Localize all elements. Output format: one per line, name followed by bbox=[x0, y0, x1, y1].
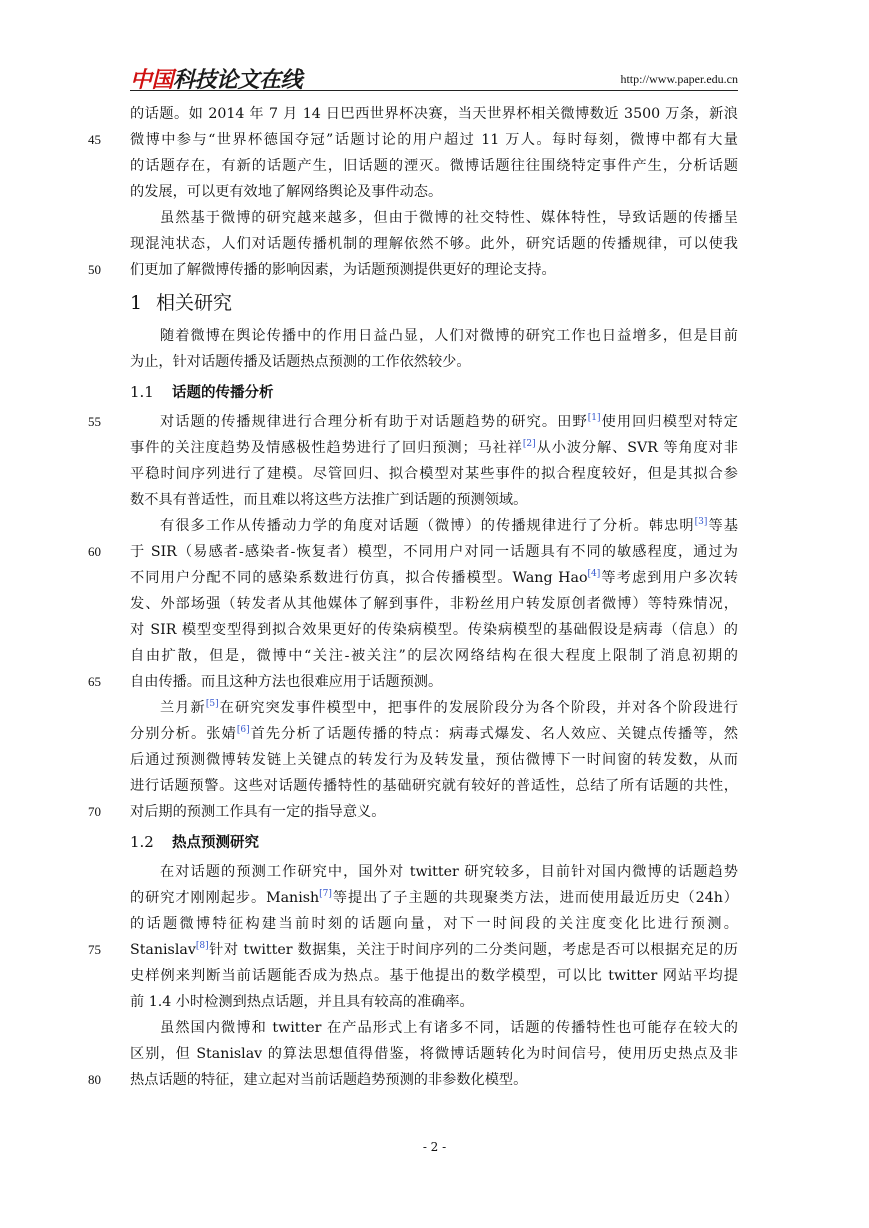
line-text: 分别分析。张婧[6]首先分析了话题传播的特点：病毒式爆发、名人效应、关键点传播等，然 bbox=[130, 725, 738, 742]
text-line bbox=[130, 153, 738, 179]
line-text: 发、外部场强（转发者从其他媒体了解到事件，非粉丝用户转发原创者微博）等特殊情况， bbox=[130, 596, 738, 612]
line-text: 的话题。如 2014 年 7 月 14 日巴西世界杯决赛，当天世界杯相关微博数近 3500 万条，新浪 bbox=[130, 106, 738, 122]
line-text: 对话题的传播规律进行合理分析有助于对话题趋势的研究。田野[1]使用回归模型对特定 bbox=[160, 413, 738, 430]
text-line bbox=[88, 799, 738, 825]
line-text: 热点话题的特征，建立起对当前话题趋势预测的非参数化模型。 bbox=[130, 1072, 528, 1088]
text-line bbox=[88, 257, 738, 283]
line-text: 的发展，可以更有效地了解网络舆论及事件动态。 bbox=[130, 184, 443, 200]
line-text: 于 SIR（易感者-感染者-恢复者）模型，不同用户对同一话题具有不同的敏感程度，通过为 bbox=[130, 544, 738, 560]
text-line bbox=[130, 747, 738, 773]
text-line bbox=[130, 461, 738, 487]
citation-ref[interactable]: [4] bbox=[587, 569, 601, 579]
text-line bbox=[130, 1015, 738, 1041]
line-text: 平稳时间序列进行了建模。尽管回归、拟合模型对某些事件的拟合程度较好，但是其拟合参 bbox=[130, 466, 738, 482]
line-text: 的研究才刚刚起步。Manish[7]等提出了子主题的共现聚类方法，进而使用最近历史（24h） bbox=[130, 889, 738, 906]
line-text: 区别，但 Stanislav 的算法思想值得借鉴，将微博话题转化为时间信号，使用历史热点及非 bbox=[130, 1046, 738, 1062]
text-line bbox=[88, 409, 738, 435]
line-text: 为止，针对话题传播及话题热点预测的工作依然较少。 bbox=[130, 354, 471, 370]
text-line bbox=[130, 773, 738, 799]
page-number: - 2 - bbox=[422, 1140, 447, 1154]
line-text: 前 1.4 小时检测到热点话题，并且具有较高的准确率。 bbox=[130, 994, 474, 1010]
line-text: 的话题微博特征构建当前时刻的话题向量，对下一时间段的关注度变化比进行预测。 bbox=[130, 916, 738, 932]
text-line bbox=[88, 127, 738, 153]
line-text: 自由扩散，但是，微博中“关注-被关注”的层次网络结构在很大程度上限制了消息初期的 bbox=[130, 648, 738, 664]
text-line bbox=[130, 231, 738, 257]
citation-ref[interactable]: [5] bbox=[205, 699, 219, 709]
line-number: 50 bbox=[88, 262, 101, 277]
line-number: 80 bbox=[88, 1072, 101, 1087]
text-line bbox=[130, 591, 738, 617]
text-line bbox=[130, 205, 738, 231]
line-number: 55 bbox=[88, 414, 101, 429]
heading-number: 1.2 bbox=[130, 833, 154, 851]
text-line bbox=[130, 963, 738, 989]
text-line bbox=[88, 539, 738, 565]
line-text: 虽然国内微博和 twitter 在产品形式上有诸多不同，话题的传播特性也可能存在较大的 bbox=[160, 1020, 738, 1036]
line-text: 后通过预测微博转发链上关键点的转发行为及转发量，预估微博下一时间窗的转发数，从而 bbox=[130, 752, 738, 768]
text-line bbox=[130, 617, 738, 643]
journal-logo: 中国科技论文在线 bbox=[130, 68, 303, 93]
text-line bbox=[130, 101, 738, 127]
text-line bbox=[130, 859, 738, 885]
text-line bbox=[130, 487, 738, 513]
text-line bbox=[88, 1067, 738, 1093]
section-heading bbox=[130, 283, 738, 323]
line-number: 45 bbox=[88, 132, 101, 147]
line-text: 的话题存在，有新的话题产生，旧话题的湮灭。微博话题往往围绕特定事件产生，分析话题 bbox=[130, 158, 738, 174]
line-text: 进行话题预警。这些对话题传播特性的基础研究就有较好的普适性，总结了所有话题的共性， bbox=[130, 778, 738, 794]
line-number: 70 bbox=[88, 804, 101, 819]
text-line bbox=[130, 349, 738, 375]
paper-body bbox=[88, 101, 738, 1093]
heading-title: 热点预测研究 bbox=[172, 835, 259, 851]
line-text: 数不具有普适性，而且难以将这些方法推广到话题的预测领域。 bbox=[130, 492, 528, 508]
text-line bbox=[130, 885, 738, 911]
text-line bbox=[130, 1041, 738, 1067]
heading-title: 话题的传播分析 bbox=[172, 385, 274, 401]
text-line bbox=[130, 435, 738, 461]
text-line bbox=[130, 179, 738, 205]
heading-number: 1 bbox=[130, 292, 143, 314]
line-text: 不同用户分配不同的感染系数进行仿真，拟合传播模型。Wang Hao[4]等考虑到用户多次转 bbox=[130, 569, 738, 586]
text-line bbox=[130, 721, 738, 747]
text-line bbox=[130, 513, 738, 539]
line-text: 现混沌状态，人们对话题传播机制的理解依然不够。此外，研究话题的传播规律，可以使我 bbox=[130, 236, 738, 252]
line-number: 60 bbox=[88, 544, 101, 559]
citation-ref[interactable]: [2] bbox=[522, 439, 536, 449]
header-rule bbox=[130, 90, 738, 91]
line-text: 兰月新[5]在研究突发事件模型中，把事件的发展阶段分为各个阶段，并对各个阶段进行 bbox=[160, 699, 738, 716]
line-text: 在对话题的预测工作研究中，国外对 twitter 研究较多，目前针对国内微博的话题趋势 bbox=[160, 864, 738, 880]
line-number: 75 bbox=[88, 942, 101, 957]
citation-ref[interactable]: [1] bbox=[587, 413, 601, 423]
line-text: 自由传播。而且这种方法也很难应用于话题预测。 bbox=[130, 674, 443, 690]
citation-ref[interactable]: [6] bbox=[236, 725, 250, 735]
line-text: 虽然基于微博的研究越来越多，但由于微博的社交特性、媒体特性，导致话题的传播呈 bbox=[160, 210, 738, 226]
text-line bbox=[130, 911, 738, 937]
line-text: 史样例来判断当前话题能否成为热点。基于他提出的数学模型，可以比 twitter 网站平均提 bbox=[130, 968, 738, 984]
citation-ref[interactable]: [8] bbox=[195, 941, 209, 951]
citation-ref[interactable]: [7] bbox=[319, 889, 332, 899]
line-text: 随着微博在舆论传播中的作用日益凸显，人们对微博的研究工作也日益增多，但是目前 bbox=[160, 328, 738, 344]
line-text: 对后期的预测工作具有一定的指导意义。 bbox=[130, 804, 386, 820]
text-line bbox=[130, 695, 738, 721]
line-text: 微博中参与“世界杯德国夺冠”话题讨论的用户超过 11 万人。每时每刻，微博中都有大量 bbox=[130, 132, 738, 148]
heading-number: 1.1 bbox=[130, 383, 154, 401]
line-number: 65 bbox=[88, 674, 101, 689]
line-text: 们更加了解微博传播的影响因素，为话题预测提供更好的理论支持。 bbox=[130, 262, 556, 278]
citation-ref[interactable]: [3] bbox=[694, 517, 708, 527]
line-text: Stanislav[8]针对 twitter 数据集，关注于时间序列的二分类问题，考虑是否可以根据充足的历 bbox=[130, 941, 738, 958]
line-text: 有很多工作从传播动力学的角度对话题（微博）的传播规律进行了分析。韩忠明[3]等基 bbox=[160, 517, 738, 534]
line-text: 事件的关注度趋势及情感极性趋势进行了回归预测；马社祥[2]从小波分解、SVR 等角度对非 bbox=[130, 439, 738, 456]
header-url[interactable]: http://www.paper.edu.cn bbox=[620, 72, 738, 86]
text-line bbox=[88, 937, 738, 963]
text-line bbox=[130, 989, 738, 1015]
text-line bbox=[130, 565, 738, 591]
text-line bbox=[88, 669, 738, 695]
subsection-heading bbox=[130, 375, 738, 409]
heading-title: 相关研究 bbox=[156, 292, 233, 314]
text-line bbox=[130, 323, 738, 349]
subsection-heading bbox=[130, 825, 738, 859]
text-line bbox=[130, 643, 738, 669]
line-text: 对 SIR 模型变型得到拟合效果更好的传染病模型。传染病模型的基础假设是病毒（信息）的 bbox=[130, 622, 738, 638]
